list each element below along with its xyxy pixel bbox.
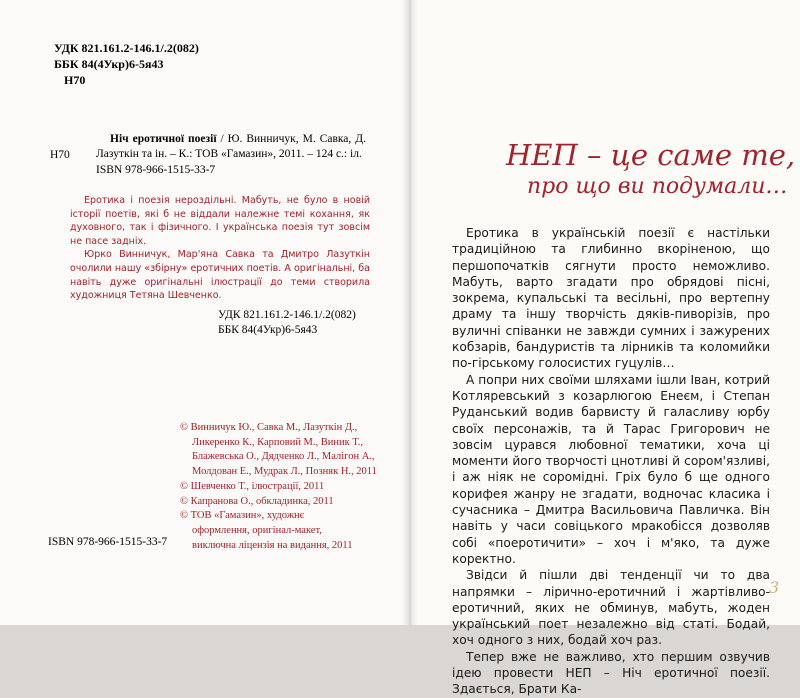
copyright-line: Молдован Е., Мудрак Л., Позняк Н., 2011	[192, 466, 377, 478]
heading-line-2: про що ви подумали…	[527, 174, 788, 199]
left-page	[0, 0, 410, 625]
body-paragraph: А попри них своїми шляхами ішли Іван, котрий Котляревський з козарлюгою Енеєм, і Степан Руданський водив барвисту й галасливу юрбу своїх персонажів, та й Тарас Григорович не зовсім цурався любовної тематики, хоча ці моменти його творчості цнотливі й сором'язливі, і аж ніяк не соромідні. Гріх було б ще одного корифея жанру не згадати, водночас класика і сучасника – Дмитра Васильовича Павличка. Він навіть у часи совіцького мракобісся дозволяв собі «поеротичити» – хоч і м'яко, та дуже коректно.	[452, 372, 770, 566]
copyright-line: оформлення, оригінал-макет,	[192, 524, 322, 536]
annotation	[70, 194, 370, 303]
isbn-number: ISBN 978-966-1515-33-7	[48, 536, 168, 548]
page-number: 3	[769, 578, 780, 597]
udk-code: УДК 821.161.2-146.1/.2(082)	[218, 309, 356, 321]
body-paragraph: Еротика в українській поезії є настільки традиційною та глибинно вкоріненою, що першопочатків сягнути просто неможливо. Мабуть, варто згадати про обрядові пісні, зокрема, купальські та весільні, про вертепну драму та іншу творчість дяків-пиворізів, про вуличні співанки не завжди сумних і зажурених кобзарів, бандуристів та лірників та коломийки по-гірському голосистих гуцулів…	[452, 226, 770, 371]
bbk-code: ББК 84(4Укр)6-5я43	[218, 324, 318, 336]
copyright-line: © Шевченко Т., ілюстрації, 2011	[180, 480, 325, 492]
heading-line-1: НЕП – це саме те,	[506, 138, 796, 172]
body-paragraph: Звідси й пішли дві тенденції чи то два напрямки – лірично-еротичний і жартівливо-еротичний, яких не обминув, мабуть, жоден український поет незалежно від статі. Бодай, хоч одного з них, бодай хоч раз.	[452, 568, 770, 648]
catalog-author-mark: Н70	[50, 149, 70, 161]
annotation-paragraph: Юрко Винничук, Мар'яна Савка та Дмитро Лазуткін очолили нашу «збірну» еротичних поетів. А оригінальні, ба навіть дуже оригінальні ілюстрації до теми створила художниця Тетяна Шевченко.	[70, 249, 370, 302]
annotation-paragraph: Еротика і поезія нероздільні. Мабуть, не було в новій історії поетів, які б не віддали належне темі кохання, як духовного, так і фізичного. І українська поезія тут зовсім не пасе задніх.	[70, 195, 370, 247]
copyright-line: Ликеренко К., Карповий М., Виник Т.,	[192, 436, 363, 448]
body-paragraph: Тепер вже не важливо, хто першим озвучив ідею провести НЕП – Ніч еротичної поезії. Здається, Брати Ка-	[452, 649, 770, 697]
udk-repeat	[218, 308, 356, 338]
copyright-line: © ТОВ «Гамазин», художнє	[180, 510, 305, 522]
chapter-heading	[490, 138, 796, 202]
copyright-line: виключна ліцензія на видання, 2011	[192, 539, 353, 551]
udk-header	[54, 40, 199, 88]
bbk-code: ББК 84(4Укр)6-5я43	[54, 57, 164, 71]
responsibility-statement: / Ю. Винничук, М. Савка, Д. Лазуткін та ін. – К.: ТОВ «Гамазин», 2011. – 124 с.: іл.	[96, 133, 366, 160]
catalog-isbn: ISBN 978-966-1515-33-7	[96, 164, 216, 176]
copyright-line: © Капранова О., обкладинка, 2011	[180, 495, 334, 507]
copyright-line: Блажевська О., Дядченко Л., Малігон А.,	[192, 451, 375, 463]
book-title: Ніч еротичної поезії	[110, 133, 217, 145]
copyright-line: © Винничук Ю., Савка М., Лазуткін Д.,	[180, 422, 358, 433]
copyright-block	[180, 421, 380, 553]
udk-code: УДК 821.161.2-146.1/.2(082)	[54, 41, 199, 55]
body-text	[452, 225, 770, 698]
catalog-record	[96, 132, 366, 178]
book-gutter-shadow	[402, 0, 418, 625]
author-mark: Н70	[64, 73, 86, 87]
